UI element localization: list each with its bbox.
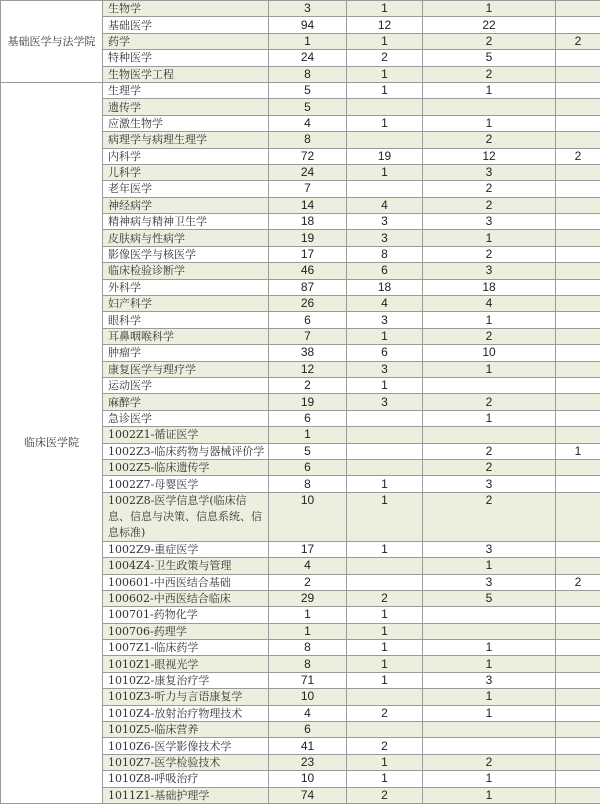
count-cell-c1: 46 (269, 263, 347, 279)
major-name-cell: 皮肤病与性病学 (103, 230, 269, 246)
count-cell-c1: 19 (269, 394, 347, 410)
count-cell-c1: 10 (269, 771, 347, 787)
count-cell-c2: 1 (347, 541, 423, 557)
count-cell-c1: 17 (269, 541, 347, 557)
count-cell-c2 (347, 427, 423, 443)
major-name-cell: 1004Z4-卫生政策与管理 (103, 558, 269, 574)
count-cell-c2: 1 (347, 328, 423, 344)
count-cell-c4 (556, 787, 600, 803)
major-name-cell: 1002Z7-母婴医学 (103, 476, 269, 492)
major-name-cell: 特种医学 (103, 50, 269, 66)
major-name-cell: 影像医学与核医学 (103, 246, 269, 262)
count-cell-c1: 6 (269, 312, 347, 328)
count-cell-c3: 3 (423, 672, 556, 688)
count-cell-c3 (423, 99, 556, 115)
count-cell-c1: 4 (269, 558, 347, 574)
major-name-cell: 生理学 (103, 82, 269, 98)
count-cell-c1: 5 (269, 443, 347, 459)
table-row (1, 1, 600, 17)
major-name-cell: 遗传学 (103, 99, 269, 115)
count-cell-c3: 10 (423, 345, 556, 361)
count-cell-c2: 2 (347, 787, 423, 803)
count-cell-c3: 2 (423, 459, 556, 475)
department-cell: 基础医学与法学院 (1, 1, 103, 83)
count-cell-c4 (556, 214, 600, 230)
count-cell-c2: 3 (347, 214, 423, 230)
count-cell-c3: 3 (423, 476, 556, 492)
count-cell-c4 (556, 246, 600, 262)
count-cell-c2 (347, 574, 423, 590)
major-name-cell: 急诊医学 (103, 410, 269, 426)
count-cell-c3: 1 (423, 1, 556, 17)
count-cell-c2: 1 (347, 771, 423, 787)
count-cell-c1: 2 (269, 377, 347, 393)
count-cell-c4 (556, 17, 600, 33)
major-name-cell: 1010Z2-康复治疗学 (103, 672, 269, 688)
count-cell-c4 (556, 623, 600, 639)
count-cell-c4 (556, 279, 600, 295)
major-name-cell: 麻醉学 (103, 394, 269, 410)
count-cell-c1: 1 (269, 427, 347, 443)
count-cell-c1: 24 (269, 164, 347, 180)
table-row (1, 82, 600, 98)
count-cell-c3: 4 (423, 296, 556, 312)
department-cell: 临床医学院 (1, 82, 103, 803)
count-cell-c1: 7 (269, 328, 347, 344)
count-cell-c1: 8 (269, 640, 347, 656)
major-name-cell: 儿科学 (103, 164, 269, 180)
count-cell-c1: 8 (269, 656, 347, 672)
count-cell-c3: 3 (423, 214, 556, 230)
count-cell-c4 (556, 394, 600, 410)
count-cell-c1: 1 (269, 607, 347, 623)
count-cell-c2: 2 (347, 705, 423, 721)
count-cell-c4 (556, 345, 600, 361)
count-cell-c1: 4 (269, 705, 347, 721)
major-name-cell: 100602-中西医结合临床 (103, 590, 269, 606)
count-cell-c3: 1 (423, 640, 556, 656)
major-name-cell: 外科学 (103, 279, 269, 295)
count-cell-c2: 1 (347, 492, 423, 541)
count-cell-c2 (347, 99, 423, 115)
count-cell-c4 (556, 754, 600, 770)
count-cell-c4 (556, 197, 600, 213)
count-cell-c3: 12 (423, 148, 556, 164)
major-name-cell: 妇产科学 (103, 296, 269, 312)
count-cell-c2 (347, 410, 423, 426)
count-cell-c4 (556, 771, 600, 787)
count-cell-c4 (556, 115, 600, 131)
count-cell-c4 (556, 722, 600, 738)
count-cell-c3: 18 (423, 279, 556, 295)
count-cell-c3 (423, 623, 556, 639)
count-cell-c4 (556, 164, 600, 180)
count-cell-c4 (556, 377, 600, 393)
count-cell-c4 (556, 181, 600, 197)
count-cell-c2: 2 (347, 738, 423, 754)
major-name-cell: 1002Z9-重症医学 (103, 541, 269, 557)
count-cell-c4 (556, 427, 600, 443)
count-cell-c3: 2 (423, 132, 556, 148)
major-name-cell: 1002Z3-临床药物与器械评价学 (103, 443, 269, 459)
count-cell-c2: 3 (347, 230, 423, 246)
count-cell-c4 (556, 50, 600, 66)
major-name-cell: 1010Z4-放射治疗物理技术 (103, 705, 269, 721)
count-cell-c3: 1 (423, 689, 556, 705)
count-cell-c1: 6 (269, 410, 347, 426)
count-cell-c1: 2 (269, 574, 347, 590)
count-cell-c2 (347, 722, 423, 738)
major-name-cell: 1010Z1-眼视光学 (103, 656, 269, 672)
count-cell-c3: 22 (423, 17, 556, 33)
count-cell-c1: 5 (269, 99, 347, 115)
major-name-cell: 眼科学 (103, 312, 269, 328)
count-cell-c1: 14 (269, 197, 347, 213)
count-cell-c3: 3 (423, 164, 556, 180)
count-cell-c1: 71 (269, 672, 347, 688)
count-cell-c2: 1 (347, 623, 423, 639)
major-name-cell: 运动医学 (103, 377, 269, 393)
count-cell-c3: 3 (423, 574, 556, 590)
count-cell-c2 (347, 558, 423, 574)
major-name-cell: 1002Z8-医学信息学(临床信息、信息与决策、信息系统、信息标准) (103, 492, 269, 541)
count-cell-c4 (556, 410, 600, 426)
count-cell-c1: 23 (269, 754, 347, 770)
count-cell-c3: 1 (423, 230, 556, 246)
count-cell-c1: 18 (269, 214, 347, 230)
count-cell-c1: 29 (269, 590, 347, 606)
major-name-cell: 内科学 (103, 148, 269, 164)
count-cell-c3 (423, 722, 556, 738)
major-name-cell: 1002Z1-循证医学 (103, 427, 269, 443)
count-cell-c3: 2 (423, 443, 556, 459)
count-cell-c1: 38 (269, 345, 347, 361)
count-cell-c3 (423, 427, 556, 443)
count-cell-c2: 18 (347, 279, 423, 295)
table-body (1, 1, 600, 804)
count-cell-c2: 2 (347, 590, 423, 606)
count-cell-c4: 1 (556, 443, 600, 459)
count-cell-c3: 1 (423, 656, 556, 672)
major-name-cell: 1010Z8-呼吸治疗 (103, 771, 269, 787)
count-cell-c1: 10 (269, 492, 347, 541)
count-cell-c4 (556, 541, 600, 557)
major-name-cell: 基础医学 (103, 17, 269, 33)
count-cell-c2: 1 (347, 1, 423, 17)
count-cell-c4 (556, 689, 600, 705)
count-cell-c1: 87 (269, 279, 347, 295)
count-cell-c4 (556, 328, 600, 344)
count-cell-c3: 1 (423, 771, 556, 787)
count-cell-c3: 1 (423, 787, 556, 803)
count-cell-c2: 1 (347, 656, 423, 672)
count-cell-c4 (556, 492, 600, 541)
count-cell-c1: 26 (269, 296, 347, 312)
count-cell-c1: 7 (269, 181, 347, 197)
count-cell-c3: 2 (423, 66, 556, 82)
count-cell-c3: 2 (423, 394, 556, 410)
major-name-cell: 病理学与病理生理学 (103, 132, 269, 148)
count-cell-c1: 4 (269, 115, 347, 131)
count-cell-c4 (556, 738, 600, 754)
major-name-cell: 生物学 (103, 1, 269, 17)
count-cell-c2: 1 (347, 476, 423, 492)
count-cell-c2: 8 (347, 246, 423, 262)
count-cell-c3: 1 (423, 82, 556, 98)
count-cell-c4: 2 (556, 148, 600, 164)
count-cell-c3 (423, 377, 556, 393)
count-cell-c3 (423, 738, 556, 754)
major-name-cell: 精神病与精神卫生学 (103, 214, 269, 230)
count-cell-c1: 3 (269, 1, 347, 17)
count-cell-c2: 2 (347, 50, 423, 66)
count-cell-c2: 12 (347, 17, 423, 33)
major-name-cell: 生物医学工程 (103, 66, 269, 82)
count-cell-c4 (556, 66, 600, 82)
count-cell-c1: 10 (269, 689, 347, 705)
count-cell-c1: 17 (269, 246, 347, 262)
count-cell-c4 (556, 476, 600, 492)
major-name-cell: 100706-药理学 (103, 623, 269, 639)
count-cell-c1: 72 (269, 148, 347, 164)
count-cell-c1: 19 (269, 230, 347, 246)
count-cell-c2 (347, 459, 423, 475)
major-name-cell: 1010Z7-医学检验技术 (103, 754, 269, 770)
count-cell-c2: 19 (347, 148, 423, 164)
count-cell-c2: 6 (347, 345, 423, 361)
count-cell-c3: 2 (423, 246, 556, 262)
count-cell-c3 (423, 607, 556, 623)
count-cell-c1: 1 (269, 33, 347, 49)
major-name-cell: 1007Z1-临床药学 (103, 640, 269, 656)
count-cell-c1: 8 (269, 132, 347, 148)
major-name-cell: 耳鼻咽喉科学 (103, 328, 269, 344)
major-name-cell: 应激生物学 (103, 115, 269, 131)
major-name-cell: 100601-中西医结合基础 (103, 574, 269, 590)
count-cell-c4 (556, 263, 600, 279)
count-cell-c1: 94 (269, 17, 347, 33)
count-cell-c4 (556, 296, 600, 312)
count-cell-c3: 2 (423, 181, 556, 197)
count-cell-c3: 2 (423, 197, 556, 213)
count-cell-c4: 2 (556, 574, 600, 590)
count-cell-c1: 74 (269, 787, 347, 803)
major-name-cell: 1011Z1-基础护理学 (103, 787, 269, 803)
count-cell-c2: 3 (347, 312, 423, 328)
major-name-cell: 康复医学与理疗学 (103, 361, 269, 377)
major-name-cell: 1010Z5-临床营养 (103, 722, 269, 738)
count-cell-c4 (556, 132, 600, 148)
count-cell-c2: 1 (347, 377, 423, 393)
count-cell-c4 (556, 590, 600, 606)
count-cell-c1: 8 (269, 476, 347, 492)
count-cell-c3: 3 (423, 263, 556, 279)
count-cell-c4 (556, 361, 600, 377)
count-cell-c3: 1 (423, 361, 556, 377)
count-cell-c4 (556, 459, 600, 475)
count-cell-c1: 6 (269, 722, 347, 738)
count-cell-c3: 1 (423, 558, 556, 574)
count-cell-c2: 1 (347, 672, 423, 688)
count-cell-c3: 1 (423, 312, 556, 328)
count-cell-c4 (556, 82, 600, 98)
count-cell-c1: 1 (269, 623, 347, 639)
count-cell-c1: 5 (269, 82, 347, 98)
count-cell-c2 (347, 689, 423, 705)
major-name-cell: 1010Z3-听力与言语康复学 (103, 689, 269, 705)
major-name-cell: 1002Z5-临床遗传学 (103, 459, 269, 475)
count-cell-c2 (347, 181, 423, 197)
major-name-cell: 药学 (103, 33, 269, 49)
count-cell-c4 (556, 230, 600, 246)
count-cell-c1: 41 (269, 738, 347, 754)
count-cell-c4 (556, 99, 600, 115)
count-cell-c3: 1 (423, 705, 556, 721)
count-cell-c1: 12 (269, 361, 347, 377)
count-cell-c2: 6 (347, 263, 423, 279)
count-cell-c2 (347, 443, 423, 459)
count-cell-c2: 3 (347, 361, 423, 377)
count-cell-c2: 1 (347, 82, 423, 98)
count-cell-c4 (556, 558, 600, 574)
count-cell-c2 (347, 132, 423, 148)
count-cell-c2: 1 (347, 640, 423, 656)
count-cell-c3: 2 (423, 328, 556, 344)
major-name-cell: 肿瘤学 (103, 345, 269, 361)
count-cell-c4 (556, 705, 600, 721)
count-cell-c3: 5 (423, 590, 556, 606)
count-cell-c4: 2 (556, 33, 600, 49)
count-cell-c1: 8 (269, 66, 347, 82)
count-cell-c2: 4 (347, 296, 423, 312)
count-cell-c3: 2 (423, 33, 556, 49)
major-name-cell: 神经病学 (103, 197, 269, 213)
count-cell-c2: 1 (347, 754, 423, 770)
count-cell-c3: 1 (423, 410, 556, 426)
major-name-cell: 老年医学 (103, 181, 269, 197)
count-cell-c3: 1 (423, 115, 556, 131)
count-cell-c4 (556, 656, 600, 672)
count-cell-c4 (556, 1, 600, 17)
count-cell-c4 (556, 312, 600, 328)
count-cell-c1: 6 (269, 459, 347, 475)
count-cell-c2: 1 (347, 115, 423, 131)
count-cell-c1: 24 (269, 50, 347, 66)
count-cell-c2: 3 (347, 394, 423, 410)
major-name-cell: 1010Z6-医学影像技术学 (103, 738, 269, 754)
count-cell-c2: 1 (347, 164, 423, 180)
count-cell-c3: 2 (423, 492, 556, 541)
count-cell-c4 (556, 607, 600, 623)
count-cell-c3: 5 (423, 50, 556, 66)
count-cell-c3: 2 (423, 754, 556, 770)
count-cell-c2: 4 (347, 197, 423, 213)
major-name-cell: 100701-药物化学 (103, 607, 269, 623)
count-cell-c3: 3 (423, 541, 556, 557)
count-cell-c2: 1 (347, 33, 423, 49)
count-cell-c2: 1 (347, 607, 423, 623)
major-name-cell: 临床检验诊断学 (103, 263, 269, 279)
count-cell-c4 (556, 672, 600, 688)
count-cell-c2: 1 (347, 66, 423, 82)
count-cell-c4 (556, 640, 600, 656)
